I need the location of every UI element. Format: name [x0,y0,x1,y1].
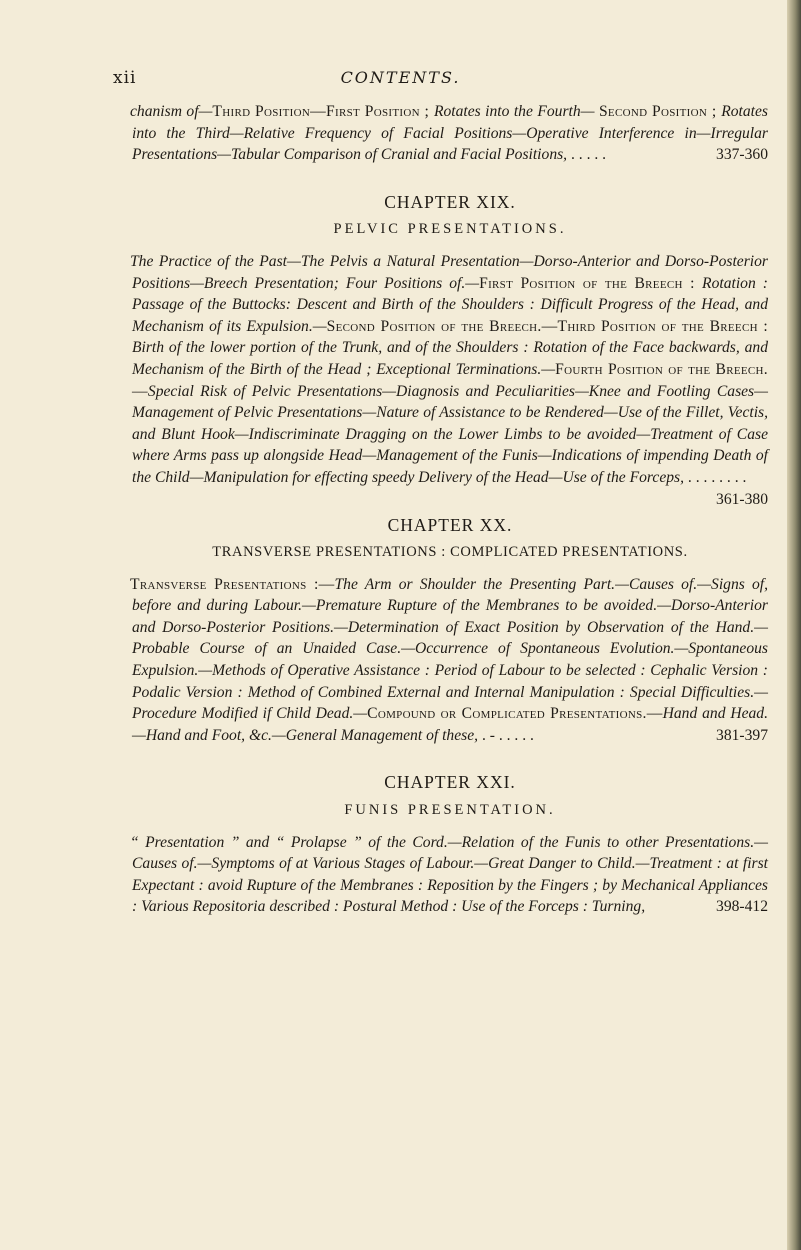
entry-text-smallcaps: Second Position of the Breech.—Third Position of the Breech : [326,317,768,335]
leader-dots: . . . . . . . . [684,468,747,486]
contents-body [132,95,768,918]
page-number: xii [113,68,137,88]
running-head: CONTENTS. [340,68,461,87]
chapter-heading: CHAPTER XIX. [384,191,516,212]
chapter-21-summary [132,832,768,918]
entry-text: The Arm or Shoulder the Presenting Part.—Causes of.—Signs of, before and during Labour.—Premature Rupture of the Membranes to be avoided.—Dorso-Anterior and Dorso-Posterior Positions.—Determination of Exact Position by Observation of the Hand.—Probable Course of an Unaided Case.—Occurrence of Spontaneous Evolution.—Spontaneous Expulsion.—Methods of Operative Assistance : Period of Labour to be selected : Cephalic Version : Podalic Version : Method of Combined External and Internal Manipulation : Special Difficulties.—Procedure Modified if Child Dead.— [132,575,768,723]
chapter-subtitle: TRANSVERSE PRESENTATIONS : COMPLICATED PRESENTATIONS. [212,544,688,561]
chapter-heading: CHAPTER XX. [387,514,513,535]
entry-text-smallcaps: First Position of the Breech : [479,274,703,292]
entry-text: Hand and Head.—Hand and Foot, &c.—General Management of these, [132,705,768,744]
chapter-heading: CHAPTER XXI. [384,772,516,793]
entry-text: Birth of the lower portion of the Trunk, and of the Shoulders : Rotation of the Face backwards, and Mechanism of the Birth of the Head ; Exceptional Terminations.— [132,339,768,378]
page-range: 381-397 [716,726,768,744]
chapter-19-summary [130,251,768,508]
page-header [0,68,801,90]
entry-text: “ Presentation ” and “ Prolapse ” of the Cord.—Relation of the Funis to other Presentations.—Causes of.—Symptoms of at Various Stages of Labour.—Great Danger to Child.—Treatment : at first Expectant : avoid Rupture of the Membranes : Reposition by the Fingers ; by Mechanical Appliances : Various Repositoria described : Postural Method : Use of the Forceps : Turning, [130,833,768,916]
entry-text-smallcaps: Compound or Complicated Presentations.— [367,705,663,723]
chapter-subtitle: PELVIC PRESENTATIONS. [333,221,567,238]
leader-dots: . - . . . . . [478,726,534,744]
chapter-18-continuation [132,101,768,166]
entry-text: Rotates into the Third—Relative Frequency of Facial Positions—Operative Interference in—Irregular Presentations—Tabular Comparison of Cranial and Facial Positions, [132,103,768,164]
chapter-20-summary [132,574,768,747]
entry-text-smallcaps: Transverse Presentations :— [130,575,335,593]
page-range: 361-380 [716,490,768,508]
page-range: 398-412 [716,898,768,916]
page-range: 337-360 [716,146,768,164]
entry-text-smallcaps: Second Position ; [598,103,722,120]
page-edge-shadow [787,0,801,1250]
chapter-subtitle: FUNIS PRESENTATION. [344,802,556,819]
entry-text: Rotates into the Fourth— [433,103,595,120]
entry-text-smallcaps: Third Position—First Position ; [212,103,434,120]
entry-text: Special Risk of Pelvic Presentations—Diagnosis and Peculiarities—Knee and Footling Cases—Management of Pelvic Presentations—Nature of Assistance to be Rendered—Use of the Fillet, Vectis, and Blunt Hook—Indiscriminate Dragging on the Lower Limbs to be avoided—Treatment of Case where Arms pass up alongside Head—Management of the Funis—Indications of impending Death of the Child—Manipulation for effecting speedy Delivery of the Head—Use of the Forceps, [132,382,768,486]
entry-text: chanism of— [130,103,213,120]
entry-text: Rotation : Passage of the Buttocks: Descent and Birth of the Shoulders : Difficult Progress of the Head, and Mechanism of its Expulsion.— [132,274,768,335]
leader-dots: . . . . . [567,146,607,164]
entry-text: The Practice of the Past—The Pelvis a Natural Presentation—Dorso-Anterior and Dorso-Posterior Positions—Breech Presentation; Four Positions of.— [130,252,768,292]
entry-text-smallcaps: Fourth Position of the Breech.— [132,360,768,400]
